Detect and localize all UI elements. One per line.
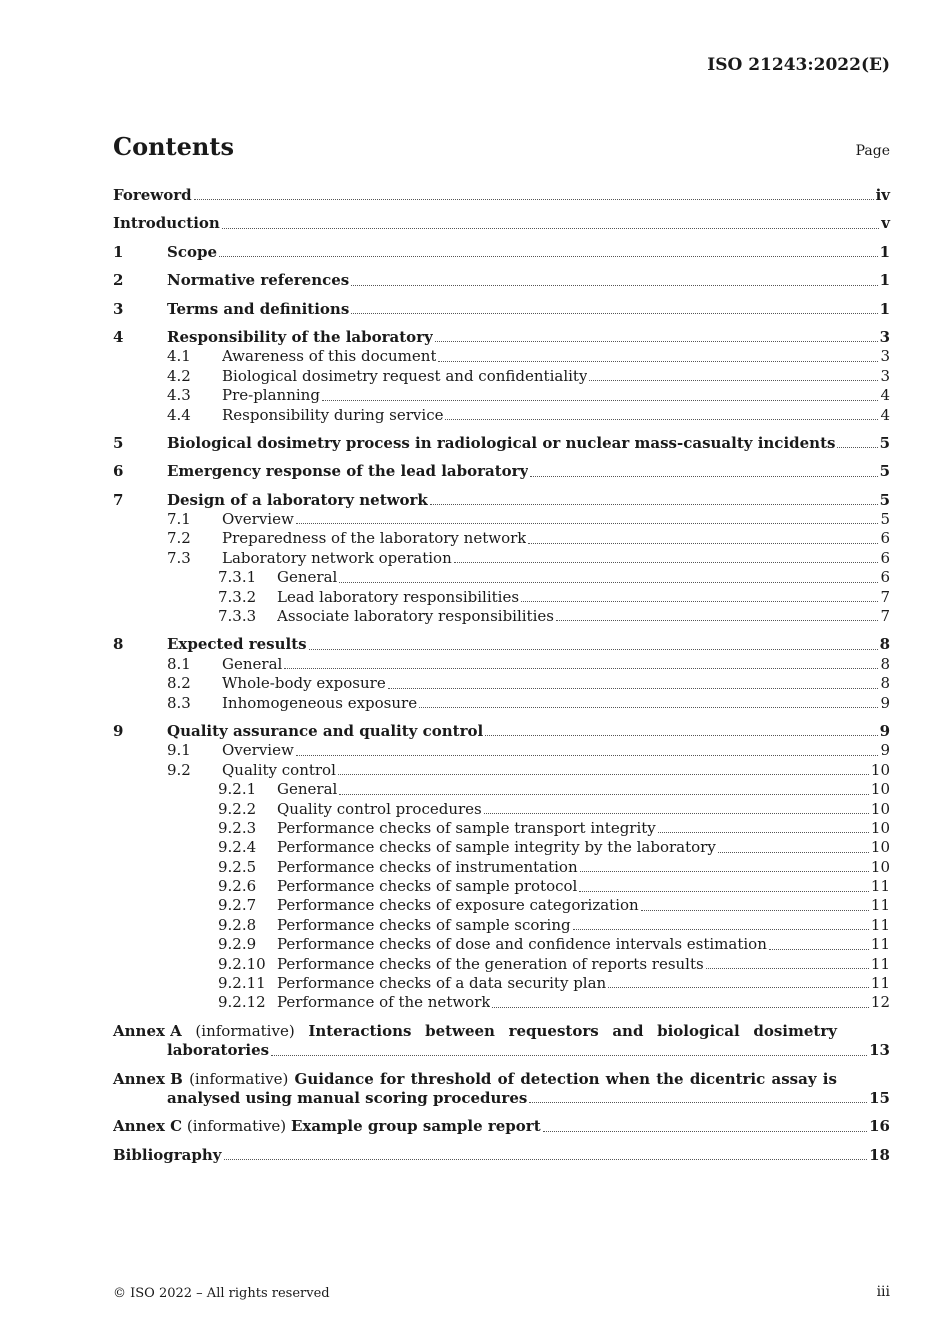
toc-entry-title: Performance checks of sample transport integrity [277,818,656,837]
annex-b-word: is [822,1069,837,1088]
toc-entry-page: 3 [879,327,890,346]
toc-entry-page: 9 [880,693,890,712]
annex-b-heading-line [113,1070,837,1089]
toc-entry-number: 9.2.4 [218,838,257,857]
dot-leader [435,341,878,342]
dot-leader [556,620,878,621]
toc-entry-page: 7 [880,607,890,626]
toc-entry-title: Laboratory network operation [222,548,452,567]
annex-c-type: (informative) [186,1117,287,1136]
toc-entry-title: Awareness of this document [222,347,437,366]
toc-entry-title: Normative references [167,271,350,290]
toc-entry[interactable] [113,434,890,453]
toc-entry-page: 10 [870,799,890,818]
dot-leader [492,1007,868,1008]
dot-leader [528,543,878,544]
toc-entry-title: Responsibility of the laboratory [167,327,433,346]
toc-entry-title: Performance checks of instrumentation [277,857,578,876]
toc-entry-number: 9.2.10 [218,954,266,973]
toc-entry-title: Quality assurance and quality control [167,721,484,740]
toc-entry[interactable] [113,243,890,262]
toc-entry-page: 1 [879,299,890,318]
dot-leader [351,285,877,286]
annex-b-type: (informative) [189,1069,289,1088]
dot-leader [430,504,878,505]
toc-entry[interactable] [113,607,890,626]
toc-entry-page: 10 [870,857,890,876]
toc-entry-title: Emergency response of the lead laboratory [167,462,529,481]
toc-entry[interactable] [113,955,890,974]
toc-entry-title: General [277,780,338,799]
dot-leader [219,256,878,257]
toc-entry-title: Quality control [222,760,336,779]
toc-entry-number: 4.4 [167,405,191,424]
dot-leader [484,813,869,814]
toc-entry-title: Performance checks of dose and confidence intervals estimation [277,935,767,954]
dot-leader [419,707,878,708]
dot-leader [351,313,877,314]
annex-c-page: 16 [869,1117,890,1136]
toc-entry-page: 8 [880,674,890,693]
dot-leader [388,688,879,689]
toc-entry[interactable] [113,655,890,674]
annex-a-title-line [167,1041,890,1060]
toc-entry-title: Overview [222,741,294,760]
dot-leader [454,562,879,563]
toc-entry-page: 10 [870,838,890,857]
toc-entry-page: 6 [880,568,890,587]
dot-leader [589,380,878,381]
toc-entry-number: 9.2.11 [218,974,266,993]
dot-leader [608,987,869,988]
toc-entry-title: Performance checks of a data security plan [277,974,607,993]
annex-c-title [113,1117,541,1136]
toc-entry[interactable] [113,328,890,347]
toc-entry[interactable] [113,386,890,405]
toc-entry-title: Performance checks of the generation of reports results [277,954,704,973]
toc-entry-title: Whole-body exposure [222,674,386,693]
toc-entry-page: 11 [870,974,890,993]
toc-entry-number: 1 [113,242,124,261]
toc-entry-page: 1 [879,271,890,290]
toc-entry-title: Foreword [113,185,192,204]
toc-entry-number: 7.3.3 [218,607,257,626]
toc-entry-page: 5 [879,462,890,481]
toc-entry-page: 5 [880,510,890,529]
toc-annex-b[interactable] [113,1070,890,1109]
toc-entry-page: 5 [879,490,890,509]
annex-a-word: dosimetry [753,1021,837,1040]
toc-entry-number: 4.2 [167,366,191,385]
dot-leader [284,668,878,669]
toc-entry-page: v [881,214,890,233]
toc-entry-page: 8 [880,654,890,673]
dot-leader [296,523,879,524]
toc-entry-title: Introduction [113,214,220,233]
annex-b-word: assay [771,1069,817,1088]
toc-entry[interactable] [113,271,890,290]
annex-b-label: Annex B [113,1069,183,1088]
toc-entry-title: Pre-planning [222,386,320,405]
toc-entry[interactable] [113,877,890,896]
toc-entry[interactable] [113,993,890,1012]
dot-leader [194,199,874,200]
dot-leader [222,228,879,229]
toc-entry-number: 9.2.9 [218,935,257,954]
toc-entry-title: Performance checks of sample protocol [277,877,578,896]
toc-entry[interactable] [113,935,890,954]
toc-entry-title: General [222,654,283,673]
toc-entry-page: 11 [870,877,890,896]
toc-annex-a[interactable] [113,1022,890,1061]
toc-entry-number: 9.2 [167,760,191,779]
toc-entry[interactable] [113,510,890,529]
toc-entry[interactable] [113,838,890,857]
toc-entry-title: Biological dosimetry request and confidentiality [222,366,588,385]
toc-entry-page: 5 [879,433,890,452]
toc-entry-number: 9.2.2 [218,799,257,818]
toc-entry-number: 4.3 [167,386,191,405]
toc-entry[interactable] [113,568,890,587]
toc-entry[interactable] [113,367,890,386]
toc-entry[interactable] [113,761,890,780]
annex-b-word: when [605,1069,650,1088]
contents-title: Contents [113,132,234,161]
toc-entry[interactable] [113,300,890,319]
annex-c-name: Example group sample report [290,1117,541,1136]
dot-leader [706,968,869,969]
annex-b-word: detection [520,1069,600,1088]
dot-leader [769,949,869,950]
bibliography-page: 18 [869,1145,890,1164]
toc-entry[interactable] [113,491,890,510]
document-id: ISO 21243:2022(E) [707,55,890,75]
dot-leader [658,832,869,833]
toc-entry-number: 7.3.1 [218,568,257,587]
dot-leader [641,910,869,911]
toc-entry[interactable] [113,741,890,760]
copyright-notice: © ISO 2022 – All rights reserved [113,1286,330,1301]
annex-a-label: Annex A [113,1021,182,1040]
dot-leader [580,871,869,872]
annex-b-title-line [167,1089,890,1108]
dot-leader [438,361,878,362]
annex-a-word: and [612,1021,644,1040]
toc-entry[interactable] [113,214,890,233]
toc-entry-title: Associate laboratory responsibilities [277,607,554,626]
annex-b-word: for [379,1069,405,1088]
toc-entry-title: Lead laboratory responsibilities [277,587,520,606]
toc-entry[interactable] [113,800,890,819]
toc-entry-page: 4 [880,405,890,424]
toc-entry-page: 10 [870,780,890,799]
dot-leader [543,1131,867,1132]
toc-entry-number: 7.3.2 [218,587,257,606]
toc-entry-number: 8.1 [167,654,191,673]
toc-entry-page: 3 [880,366,890,385]
toc-entry[interactable] [113,897,890,916]
dot-leader [339,794,869,795]
annex-b-title-end: analysed using manual scoring procedures [167,1089,528,1108]
toc-entry-page: 12 [870,993,890,1012]
toc-entry-number: 9.2.12 [218,993,266,1012]
toc-entry-page: 8 [879,635,890,654]
dot-leader [309,649,878,650]
toc-entry-title: Performance checks of exposure categorization [277,896,639,915]
toc-entry-number: 9.1 [167,741,191,760]
toc-entry[interactable] [113,819,890,838]
annex-a-word: biological [657,1021,740,1040]
toc-entry-title: Biological dosimetry process in radiological or nuclear mass-casualty incidents [167,433,836,452]
toc-entry-page: 9 [880,741,890,760]
toc-entry-title: Performance checks of sample scoring [277,915,571,934]
annex-b-page: 15 [869,1089,890,1108]
toc-entry[interactable] [113,722,890,741]
toc-entry-page: 11 [870,915,890,934]
toc-entry-number: 9.2.1 [218,780,257,799]
toc-entry-title: Performance of the network [277,993,491,1012]
toc-entry-title: Inhomogeneous exposure [222,693,418,712]
dot-leader [579,891,869,892]
toc-entry-page: 1 [879,242,890,261]
dot-leader [339,582,878,583]
toc-entry[interactable] [113,974,890,993]
dot-leader [530,476,877,477]
toc-entry-page: 10 [870,818,890,837]
annex-b-word: Guidance [294,1069,374,1088]
toc-entry[interactable] [113,462,890,481]
page-number: iii [876,1284,890,1300]
annex-b-word: dicentric [689,1069,766,1088]
annex-a-word: between [425,1021,495,1040]
toc-entry[interactable] [113,635,890,654]
toc-entry-number: 9.2.8 [218,915,257,934]
toc-entry[interactable] [113,549,890,568]
dot-leader [529,1102,867,1103]
dot-leader [296,755,879,756]
toc-entry-number: 4.1 [167,347,191,366]
toc-entry-number: 5 [113,433,124,452]
toc-entry-title: Responsibility during service [222,405,444,424]
toc-entry-title: Design of a laboratory network [167,490,428,509]
toc-entry-number: 3 [113,299,124,318]
bibliography-title: Bibliography [113,1145,222,1164]
toc-entry-title: General [277,568,338,587]
annex-b-word: threshold [410,1069,492,1088]
toc-entry[interactable] [113,916,890,935]
toc-entry-number: 9.2.5 [218,857,257,876]
toc-entry[interactable] [113,858,890,877]
toc-entry-number: 7.2 [167,529,191,548]
dot-leader [521,601,878,602]
toc-entry-page: 11 [870,954,890,973]
toc-entry-number: 8.3 [167,693,191,712]
toc-entry[interactable] [113,529,890,548]
annex-a-type: (informative) [195,1021,295,1040]
toc-entry[interactable] [113,186,890,205]
toc-entry-number: 8.2 [167,674,191,693]
dot-leader [837,447,877,448]
annex-b-word: of [497,1069,515,1088]
toc-entry-number: 2 [113,271,124,290]
toc-entry-number: 8 [113,635,124,654]
toc-entry-number: 6 [113,462,124,481]
dot-leader [271,1055,867,1056]
toc-entries [113,186,890,1013]
dot-leader [224,1159,868,1160]
toc-entry-title: Performance checks of sample integrity by the laboratory [277,838,716,857]
toc-entry-page: 4 [880,386,890,405]
toc-entry-page: 9 [879,721,890,740]
toc-entry-page: 3 [880,347,890,366]
toc-entry-number: 4 [113,327,124,346]
toc-entry-number: 7 [113,490,124,509]
annex-b-word: the [656,1069,684,1088]
toc-entry-number: 7.1 [167,510,191,529]
toc-entry-page: 6 [880,529,890,548]
table-of-contents [113,186,890,1165]
dot-leader [445,419,878,420]
toc-entry-page: 6 [880,548,890,567]
toc-bibliography[interactable] [113,1146,890,1165]
toc-entry[interactable] [113,406,890,425]
toc-entry[interactable] [113,780,890,799]
annex-a-word: requestors [508,1021,599,1040]
annex-a-word: Interactions [308,1021,412,1040]
dot-leader [573,929,869,930]
annex-a-page: 13 [869,1041,890,1060]
toc-entry-number: 9.2.3 [218,818,257,837]
toc-entry-page: 11 [870,896,890,915]
toc-entry-page: 10 [870,760,890,779]
toc-entry-number: 9.2.7 [218,896,257,915]
toc-entry[interactable] [113,588,890,607]
annex-a-title-end: laboratories [167,1041,270,1060]
toc-entry-title: Terms and definitions [167,299,350,318]
annex-a-heading-line [113,1022,837,1041]
dot-leader [338,774,869,775]
annex-c-label: Annex C [113,1117,183,1136]
dot-leader [718,852,869,853]
toc-annex-c[interactable] [113,1117,890,1136]
page-column-label: Page [855,143,890,159]
toc-entry-page: 11 [870,935,890,954]
dot-leader [485,735,877,736]
toc-entry-title: Overview [222,510,294,529]
toc-entry-title: Scope [167,242,218,261]
toc-entry-title: Quality control procedures [277,799,482,818]
toc-entry[interactable] [113,694,890,713]
toc-entry[interactable] [113,347,890,366]
toc-entry[interactable] [113,674,890,693]
toc-entry-title: Expected results [167,635,307,654]
toc-entry-page: iv [875,185,890,204]
toc-entry-number: 9 [113,721,124,740]
toc-entry-number: 7.3 [167,548,191,567]
dot-leader [322,400,879,401]
toc-entry-number: 9.2.6 [218,877,257,896]
toc-entry-page: 7 [880,587,890,606]
toc-entry-title: Preparedness of the laboratory network [222,529,527,548]
